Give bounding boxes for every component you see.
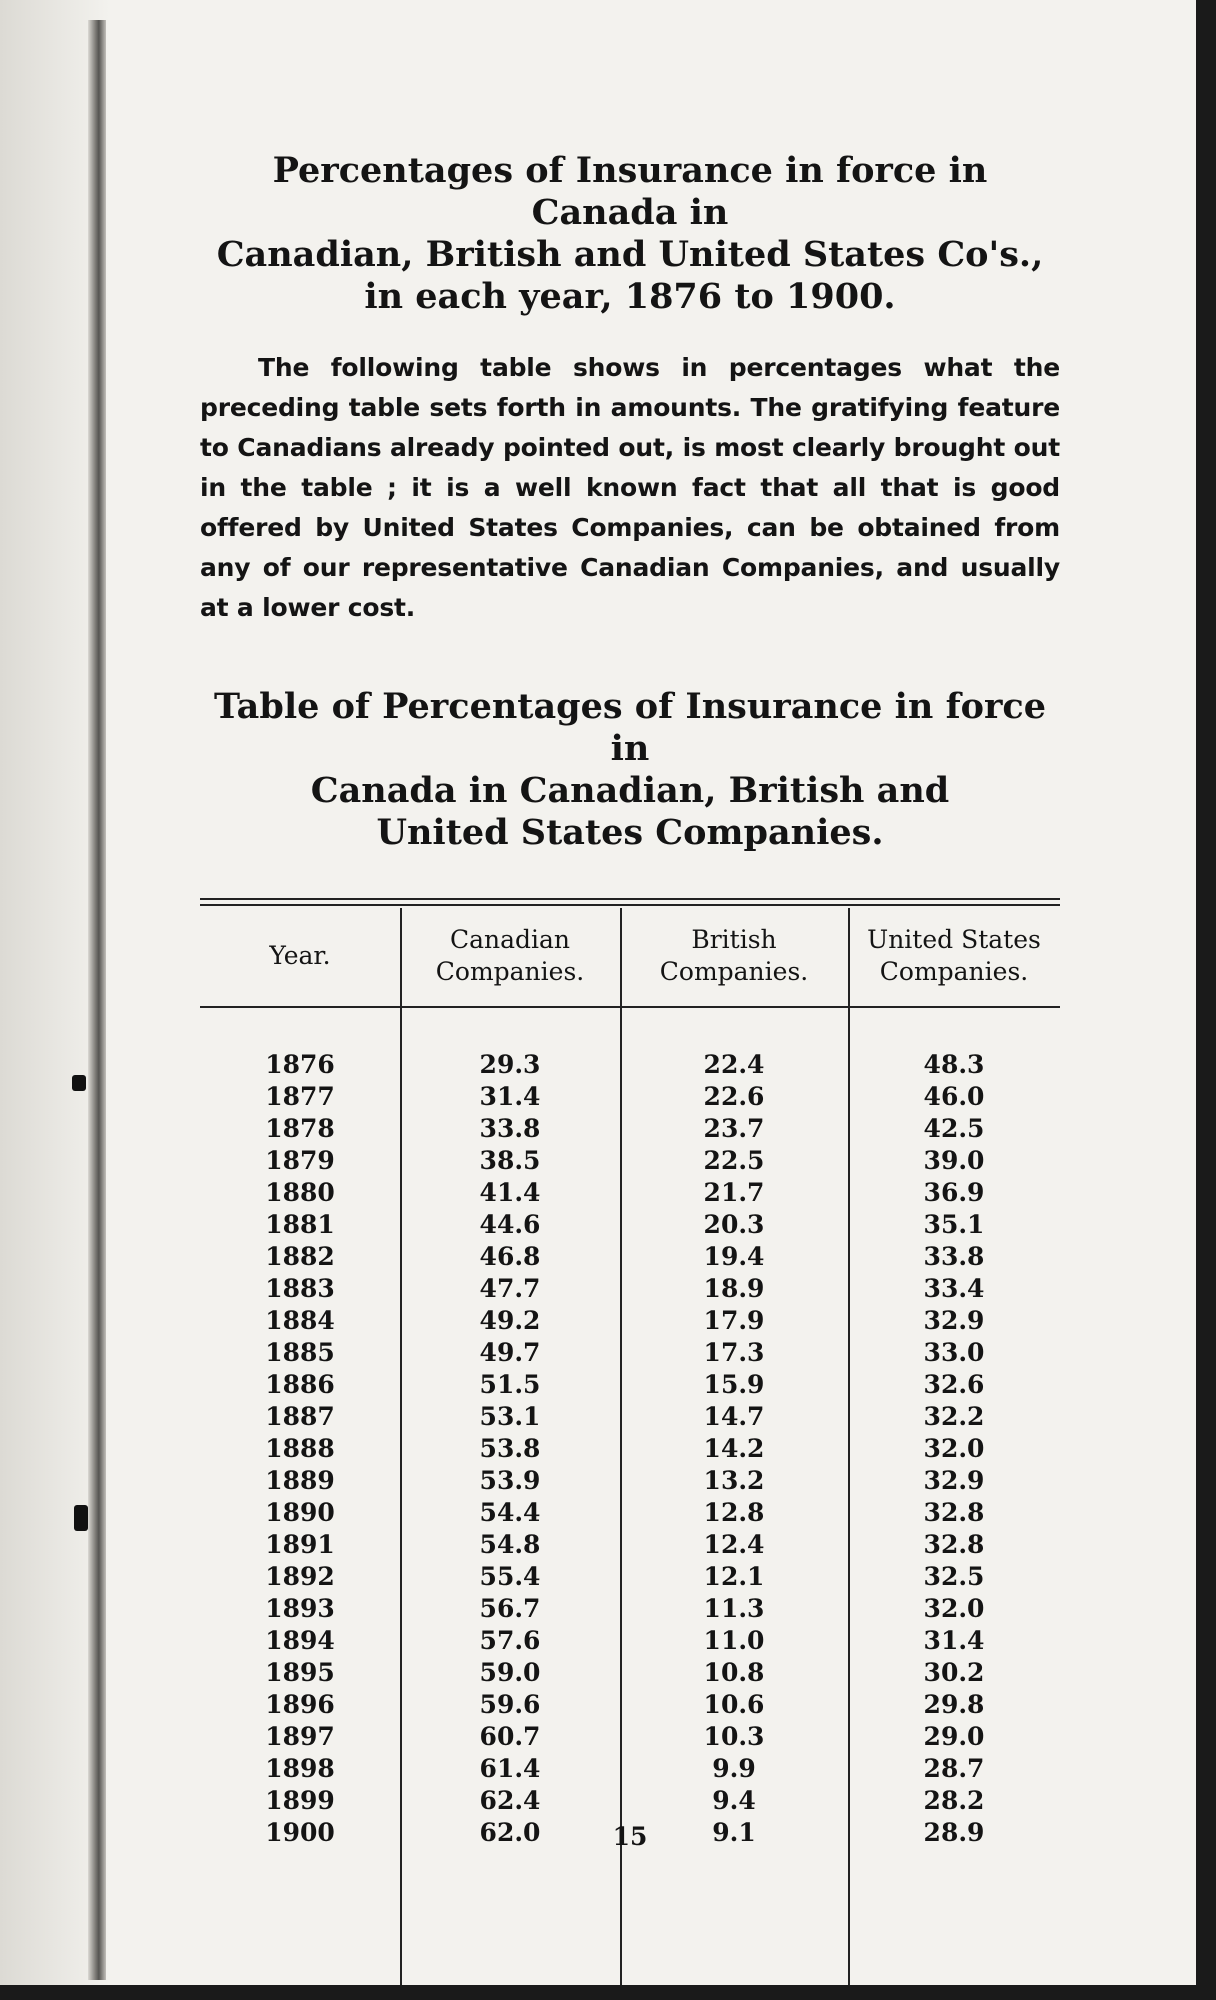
cell-british: 14.7 [703, 1401, 765, 1431]
cell-british: 10.3 [703, 1721, 765, 1751]
cell-year: 1900 [265, 1817, 335, 1847]
cell-british: 9.1 [712, 1817, 756, 1847]
cell-year: 1891 [265, 1529, 335, 1559]
cell-canadian: 60.7 [479, 1721, 541, 1751]
table-row [200, 1176, 1060, 1208]
cell-british: 12.8 [703, 1497, 765, 1527]
cell-year: 1884 [265, 1305, 335, 1335]
cell-us: 32.0 [923, 1593, 985, 1623]
cell-year: 1899 [265, 1785, 335, 1815]
cell-us: 36.9 [923, 1177, 985, 1207]
table-row [200, 1720, 1060, 1752]
table-body [200, 1048, 1060, 1848]
cell-canadian: 33.8 [479, 1113, 541, 1143]
cell-canadian: 46.8 [479, 1241, 541, 1271]
cell-us: 39.0 [923, 1145, 985, 1175]
cell-year: 1882 [265, 1241, 335, 1271]
header-rule [200, 1006, 1060, 1008]
percentages-table [200, 898, 1060, 1848]
header-line: Companies. [879, 957, 1029, 986]
cell-year: 1878 [265, 1113, 335, 1143]
cell-year: 1888 [265, 1433, 335, 1463]
cell-year: 1890 [265, 1497, 335, 1527]
header-line: United States [867, 925, 1041, 954]
cell-canadian: 38.5 [479, 1145, 541, 1175]
margin-mark [74, 1505, 88, 1531]
cell-british: 17.9 [703, 1305, 765, 1335]
cell-year: 1879 [265, 1145, 335, 1175]
cell-year: 1883 [265, 1273, 335, 1303]
intro-paragraph: The following table shows in percentages what the preceding table sets forth in amounts. The gratifying feature to Canadians already pointed out, is most clearly brought out in the table ; it is a well known fact that all that is good offered by United States Companies, can be obtained from any of our representative Canadian Companies, and usually at a lower cost. [200, 353, 1060, 622]
cell-us: 32.0 [923, 1433, 985, 1463]
cell-canadian: 62.4 [479, 1785, 541, 1815]
cell-year: 1886 [265, 1369, 335, 1399]
cell-canadian: 29.3 [479, 1049, 541, 1079]
cell-year: 1898 [265, 1753, 335, 1783]
table-row [200, 1368, 1060, 1400]
cell-year: 1896 [265, 1689, 335, 1719]
cell-us: 48.3 [923, 1049, 985, 1079]
cell-canadian: 53.9 [479, 1465, 541, 1495]
cell-us: 28.2 [923, 1785, 985, 1815]
cell-canadian: 44.6 [479, 1209, 541, 1239]
cell-canadian: 59.0 [479, 1657, 541, 1687]
cell-us: 31.4 [923, 1625, 985, 1655]
cell-british: 12.4 [703, 1529, 765, 1559]
table-row [200, 1144, 1060, 1176]
table-row [200, 1592, 1060, 1624]
page-number: 15 [612, 1822, 648, 1851]
header-year: Year. [269, 941, 331, 970]
cell-us: 32.2 [923, 1401, 985, 1431]
cell-year: 1895 [265, 1657, 335, 1687]
cell-canadian: 49.2 [479, 1305, 541, 1335]
table-row [200, 1048, 1060, 1080]
cell-year: 1897 [265, 1721, 335, 1751]
cell-us: 29.0 [923, 1721, 985, 1751]
cell-us: 35.1 [923, 1209, 985, 1239]
cell-us: 32.9 [923, 1465, 985, 1495]
cell-british: 22.6 [703, 1081, 765, 1111]
header-line: Canadian [449, 925, 571, 954]
cell-british: 15.9 [703, 1369, 765, 1399]
cell-us: 32.8 [923, 1497, 985, 1527]
cell-british: 10.8 [703, 1657, 765, 1687]
table-row [200, 1496, 1060, 1528]
cell-british: 11.0 [703, 1625, 765, 1655]
table-row [200, 1080, 1060, 1112]
table-row [200, 1208, 1060, 1240]
cell-canadian: 54.8 [479, 1529, 541, 1559]
header-canadian [400, 924, 620, 988]
cell-canadian: 31.4 [479, 1081, 541, 1111]
cell-british: 22.5 [703, 1145, 765, 1175]
cell-us: 32.9 [923, 1305, 985, 1335]
cell-british: 12.1 [703, 1561, 765, 1591]
cell-canadian: 47.7 [479, 1273, 541, 1303]
cell-british: 17.3 [703, 1337, 765, 1367]
table-row [200, 1528, 1060, 1560]
cell-canadian: 53.8 [479, 1433, 541, 1463]
cell-canadian: 54.4 [479, 1497, 541, 1527]
cell-year: 1877 [265, 1081, 335, 1111]
cell-year: 1881 [265, 1209, 335, 1239]
table-row [200, 1400, 1060, 1432]
header-us [848, 924, 1060, 988]
cell-british: 11.3 [703, 1593, 765, 1623]
table-row [200, 1656, 1060, 1688]
table-row [200, 1624, 1060, 1656]
table-row [200, 1336, 1060, 1368]
binding-edge [88, 20, 106, 1980]
table-heading [200, 686, 1060, 854]
header-british [620, 924, 848, 988]
table-row [200, 1432, 1060, 1464]
cell-british: 10.6 [703, 1689, 765, 1719]
cell-canadian: 61.4 [479, 1753, 541, 1783]
cell-year: 1887 [265, 1401, 335, 1431]
cell-year: 1885 [265, 1337, 335, 1367]
header-line: Companies. [435, 957, 585, 986]
page-content [200, 150, 1060, 1851]
cell-british: 20.3 [703, 1209, 765, 1239]
cell-year: 1894 [265, 1625, 335, 1655]
cell-us: 28.7 [923, 1753, 985, 1783]
heading-line: Canada in Canadian, British and [310, 770, 950, 811]
cell-british: 22.4 [703, 1049, 765, 1079]
cell-british: 23.7 [703, 1113, 765, 1143]
heading-line: Percentages of Insurance in force in Canada in [272, 150, 988, 233]
cell-us: 33.4 [923, 1273, 985, 1303]
cell-us: 42.5 [923, 1113, 985, 1143]
table-row [200, 1240, 1060, 1272]
cell-year: 1889 [265, 1465, 335, 1495]
table-top-rule [200, 898, 1060, 906]
cell-canadian: 62.0 [479, 1817, 541, 1847]
cell-canadian: 41.4 [479, 1177, 541, 1207]
cell-british: 19.4 [703, 1241, 765, 1271]
cell-us: 32.8 [923, 1529, 985, 1559]
table-row [200, 1560, 1060, 1592]
cell-year: 1880 [265, 1177, 335, 1207]
cell-us: 30.2 [923, 1657, 985, 1687]
cell-us: 46.0 [923, 1081, 985, 1111]
cell-us: 33.0 [923, 1337, 985, 1367]
table-row [200, 1272, 1060, 1304]
heading-line: Canadian, British and United States Co's., [216, 234, 1044, 275]
cell-canadian: 56.7 [479, 1593, 541, 1623]
heading-line: Table of Percentages of Insurance in force in [213, 686, 1046, 769]
cell-canadian: 49.7 [479, 1337, 541, 1367]
cell-british: 9.4 [712, 1785, 756, 1815]
table-row [200, 1304, 1060, 1336]
cell-us: 28.9 [923, 1817, 985, 1847]
table-row [200, 1784, 1060, 1816]
cell-canadian: 57.6 [479, 1625, 541, 1655]
cell-british: 13.2 [703, 1465, 765, 1495]
table-row [200, 1752, 1060, 1784]
cell-british: 9.9 [712, 1753, 756, 1783]
cell-year: 1893 [265, 1593, 335, 1623]
cell-british: 18.9 [703, 1273, 765, 1303]
cell-british: 14.2 [703, 1433, 765, 1463]
table-row [200, 1464, 1060, 1496]
heading-line: United States Companies. [376, 812, 884, 853]
cell-year: 1876 [265, 1049, 335, 1079]
page-heading [200, 150, 1060, 318]
cell-us: 29.8 [923, 1689, 985, 1719]
table-header-row [200, 906, 1060, 1006]
margin-mark [72, 1075, 86, 1091]
header-line: Companies. [659, 957, 809, 986]
table-row [200, 1688, 1060, 1720]
cell-us: 33.8 [923, 1241, 985, 1271]
table-row [200, 1112, 1060, 1144]
cell-canadian: 59.6 [479, 1689, 541, 1719]
cell-british: 21.7 [703, 1177, 765, 1207]
cell-canadian: 55.4 [479, 1561, 541, 1591]
header-line: British [691, 925, 777, 954]
cell-canadian: 53.1 [479, 1401, 541, 1431]
heading-line: in each year, 1876 to 1900. [364, 276, 896, 317]
cell-year: 1892 [265, 1561, 335, 1591]
cell-canadian: 51.5 [479, 1369, 541, 1399]
cell-us: 32.5 [923, 1561, 985, 1591]
cell-us: 32.6 [923, 1369, 985, 1399]
